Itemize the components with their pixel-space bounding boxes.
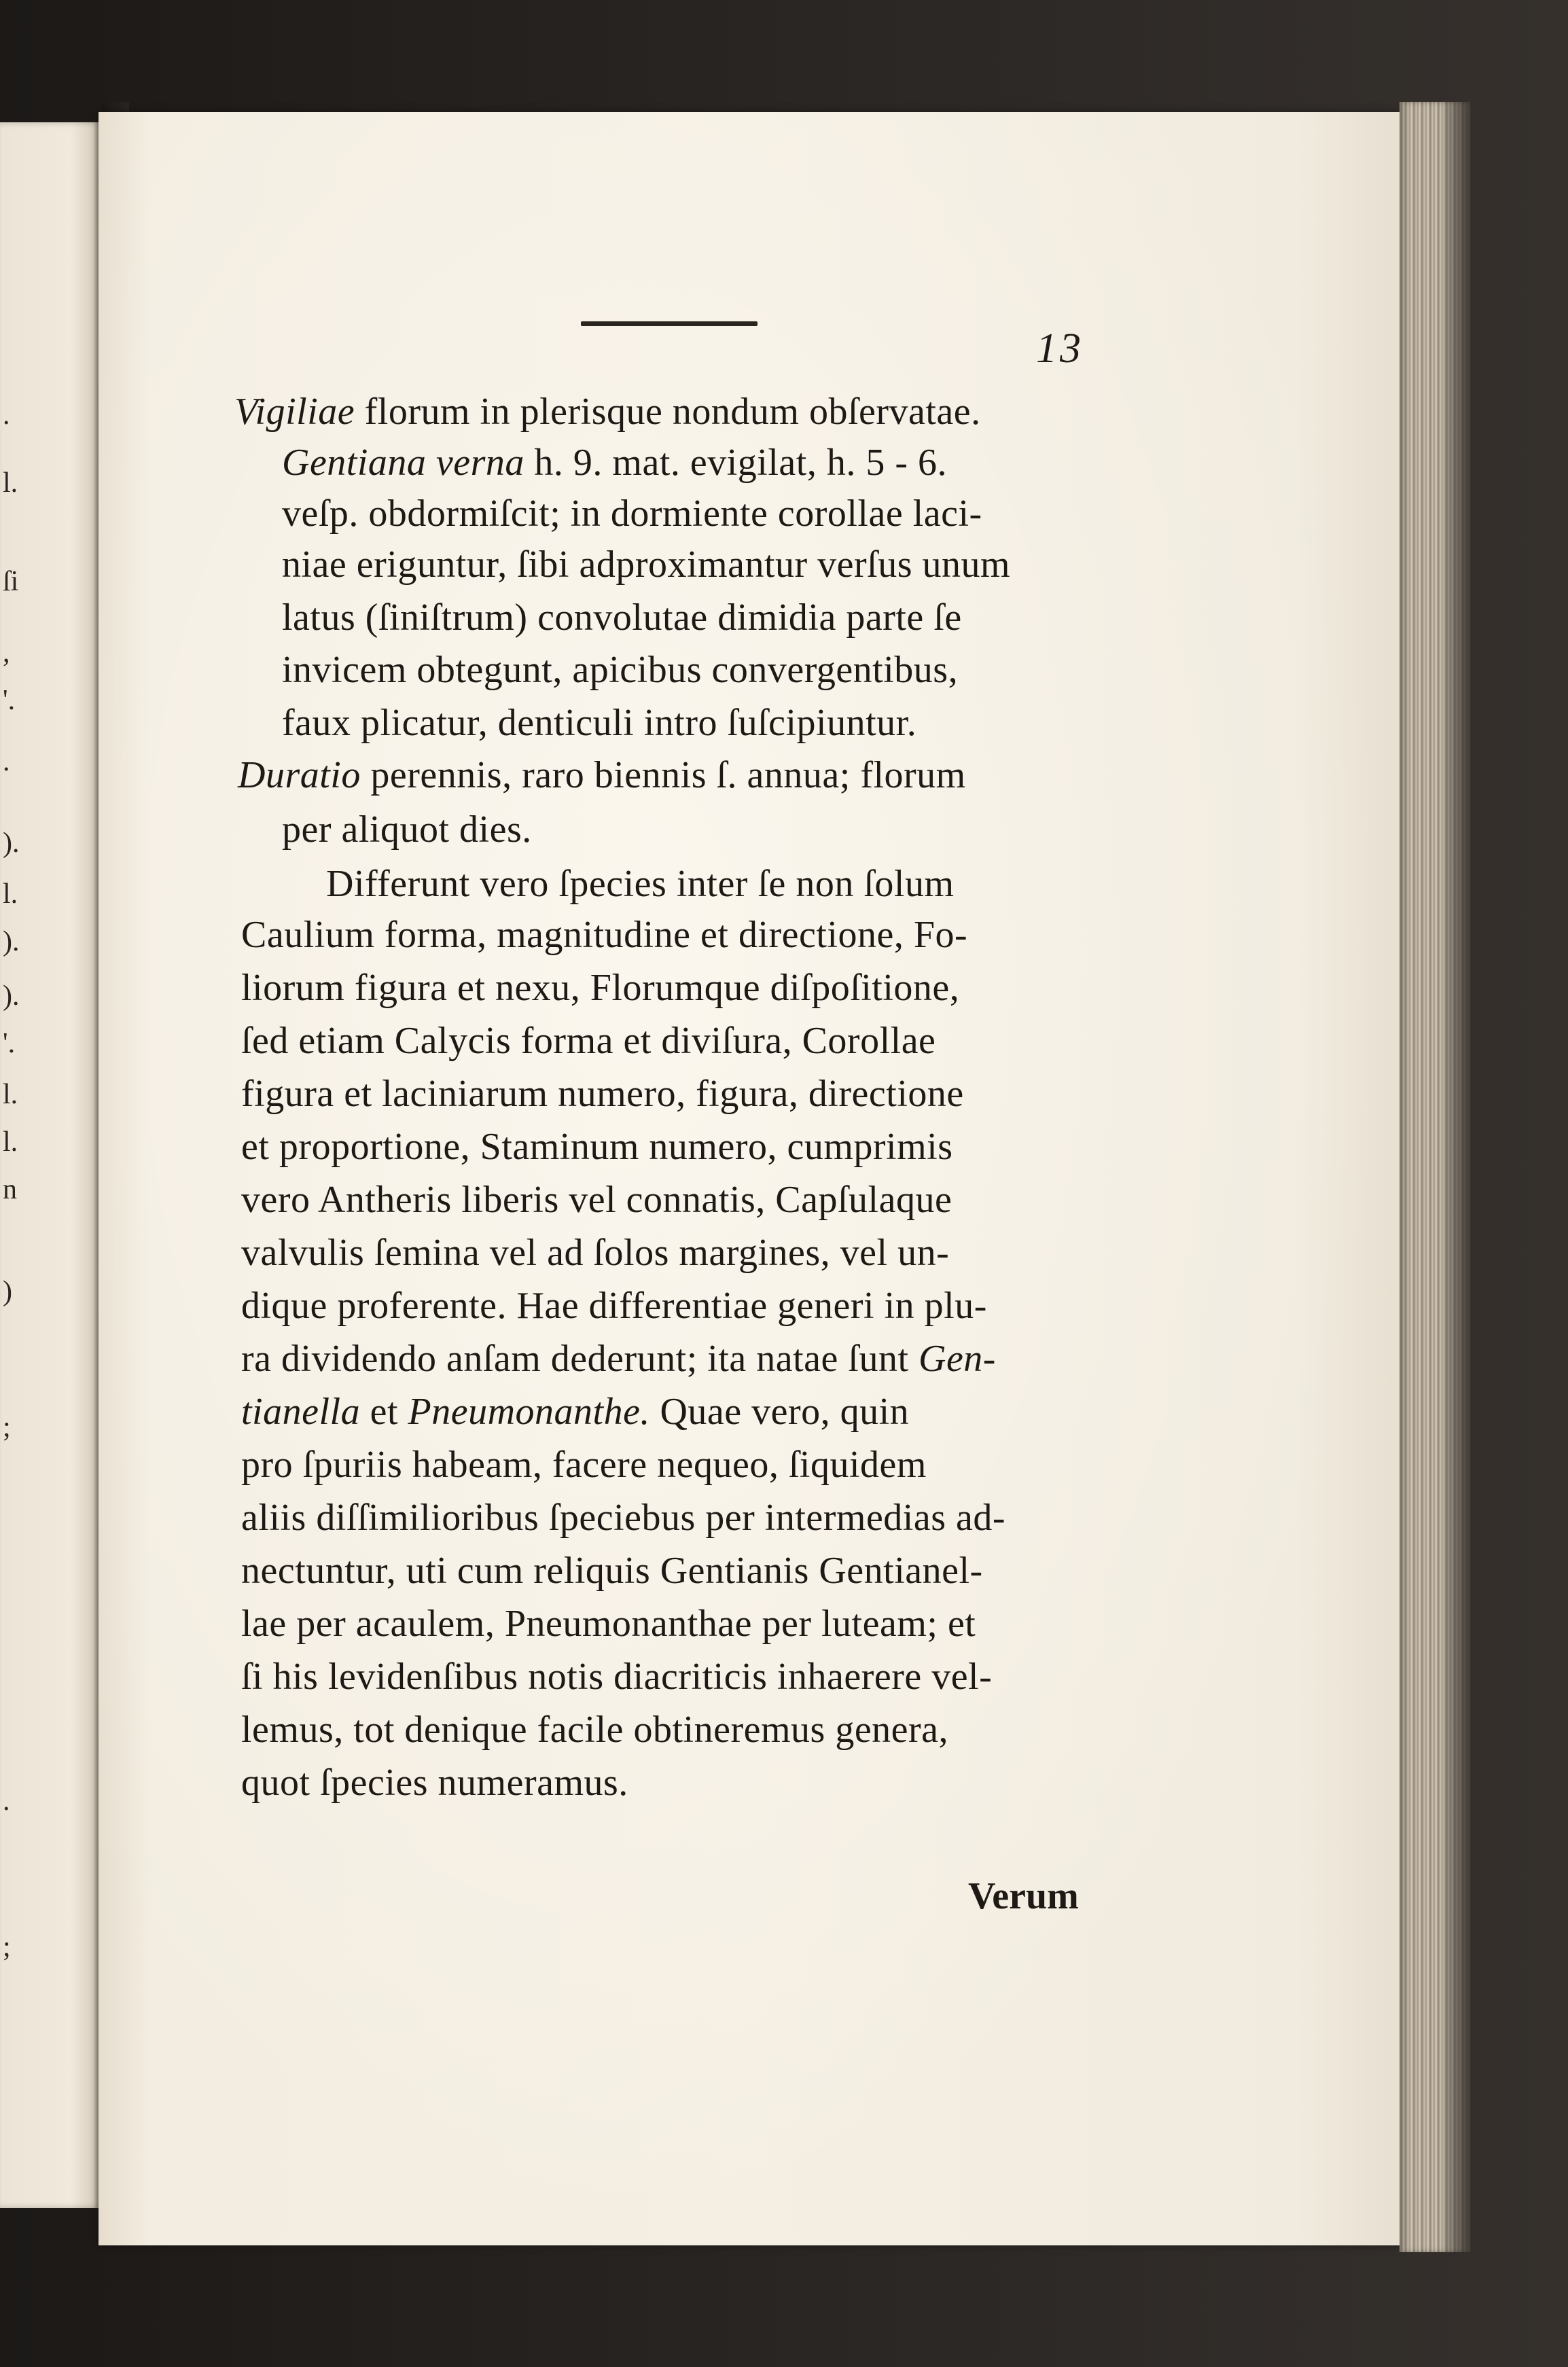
page-number: 13 (1036, 325, 1084, 372)
margin-fragment: . (3, 1785, 10, 1817)
text-line: Caulium forma, magnitudine et directione, Fo- (241, 914, 968, 956)
text-line: niae eriguntur, ſibi adproximantur verſus unum (282, 544, 1011, 586)
margin-fragment: '. (3, 1028, 16, 1059)
margin-fragment: , (3, 637, 10, 669)
text-line: vero Antheris liberis vel connatis, Capſulaque (241, 1179, 952, 1221)
margin-fragment: ; (3, 1412, 11, 1443)
text-line: ſed etiam Calycis forma et diviſura, Corollae (241, 1020, 936, 1062)
text-line: lemus, tot denique facile obtineremus genera, (241, 1709, 949, 1751)
margin-fragment: ; (3, 1932, 11, 1963)
text-line: Differunt vero ſpecies inter ſe non ſolum (326, 863, 955, 905)
text-line: veſp. obdormiſcit; in dormiente corollae laci- (282, 493, 982, 535)
text-line: latus (ſiniſtrum) convolutae dimidia parte ſe (282, 597, 962, 639)
text-line: quot ſpecies numeramus. (241, 1762, 628, 1804)
catchword: Verum (968, 1875, 1079, 1917)
text-line: invicem obtegunt, apicibus convergentibus, (282, 649, 959, 691)
margin-fragment: l. (3, 1126, 18, 1158)
text-line: tianella et Pneumonanthe. Quae vero, quin (241, 1391, 910, 1433)
text-line: liorum figura et nexu, Florumque diſpoſitione, (241, 967, 960, 1009)
text-line: valvulis ſemina vel ad ſolos margines, vel un- (241, 1232, 950, 1274)
text-line: Gentiana verna h. 9. mat. evigilat, h. 5 - 6. (282, 442, 947, 484)
margin-fragment: ) (3, 1276, 12, 1307)
margin-fragment: ſi (3, 566, 19, 597)
margin-fragment: l. (3, 1079, 18, 1110)
text-line: Duratio perennis, raro biennis ſ. annua; florum (238, 754, 966, 796)
text-line: lae per acaulem, Pneumonanthae per luteam; et (241, 1603, 976, 1645)
text-line: figura et laciniarum numero, figura, directione (241, 1073, 964, 1115)
text-line: ſi his levidenſibus notis diacriticis inhaerere vel- (241, 1656, 993, 1698)
margin-fragment: ). (3, 926, 20, 957)
margin-fragment: n (3, 1174, 17, 1205)
margin-fragment: ). (3, 827, 20, 859)
margin-fragment: '. (3, 685, 16, 716)
margin-fragment: . (3, 399, 10, 431)
margin-fragment: l. (3, 467, 18, 499)
margin-fragment: l. (3, 878, 18, 910)
text-line: per aliquot dies. (282, 808, 532, 851)
margin-fragment: . (3, 746, 10, 777)
text-line: et proportione, Staminum numero, cumprimis (241, 1126, 953, 1168)
text-line: dique proferente. Hae differentiae generi in plu- (241, 1285, 987, 1327)
text-line: pro ſpuriis habeam, facere nequeo, ſiquidem (241, 1444, 927, 1486)
text-line: nectuntur, uti cum reliquis Gentianis Gentianel- (241, 1550, 983, 1592)
text-line: aliis diſſimilioribus ſpeciebus per intermedias ad- (241, 1497, 1006, 1539)
text-line: ra dividendo anſam dederunt; ita natae ſunt Gen- (241, 1338, 996, 1380)
text-line: faux plicatur, denticuli intro ſuſcipiuntur. (282, 702, 917, 744)
text-line: Vigiliae florum in plerisque nondum obſervatae. (234, 391, 981, 433)
margin-fragment: ). (3, 980, 20, 1012)
